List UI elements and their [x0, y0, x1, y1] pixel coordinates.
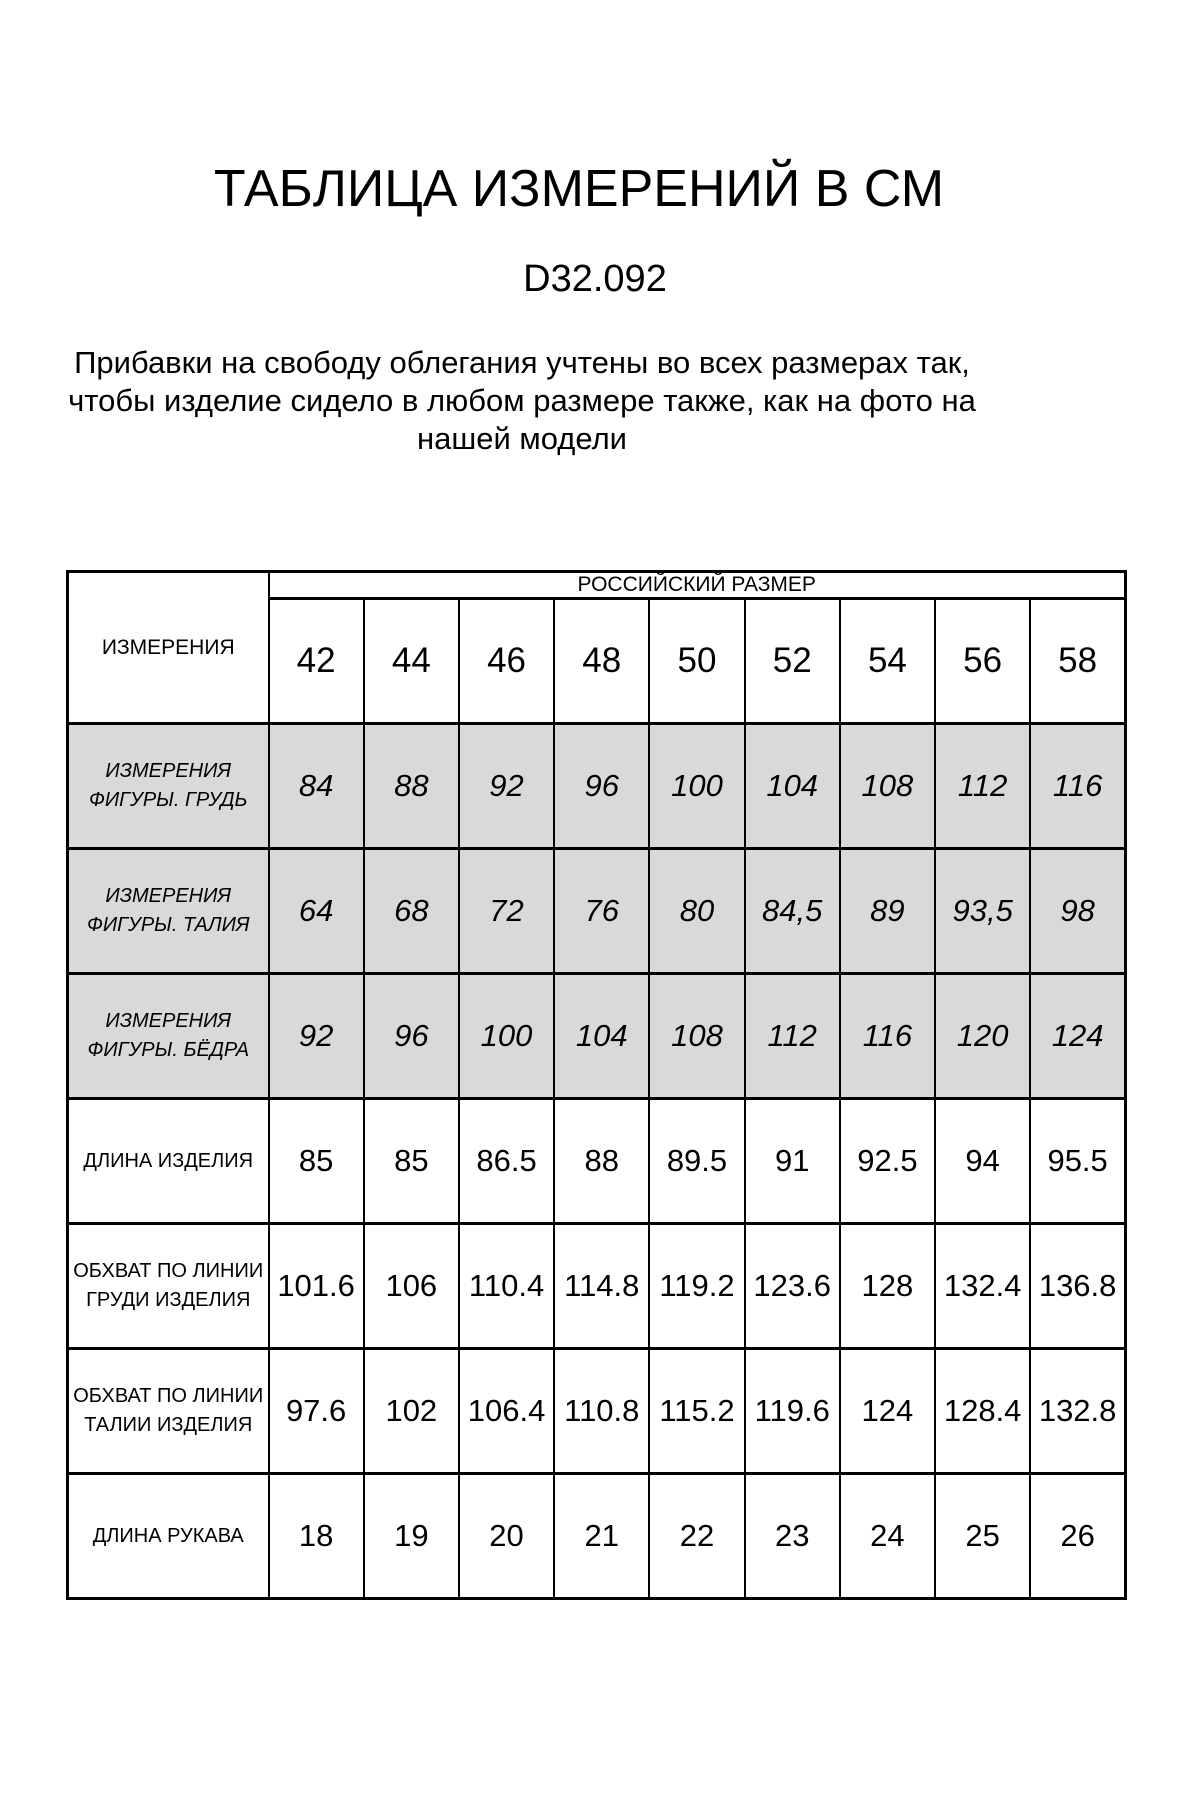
row-label: ОБХВАТ ПО ЛИНИИ ТАЛИИ ИЗДЕЛИЯ: [68, 1349, 269, 1474]
measurement-value: 106: [364, 1224, 459, 1349]
measurement-value: 108: [840, 724, 935, 849]
measurement-value: 94: [935, 1099, 1030, 1224]
measurement-value: 92: [269, 974, 364, 1099]
measurement-value: 21: [554, 1474, 649, 1599]
measurement-value: 64: [269, 849, 364, 974]
measurement-value: 116: [840, 974, 935, 1099]
measurement-value: 128.4: [935, 1349, 1030, 1474]
measurement-value: 92.5: [840, 1099, 935, 1224]
measurement-value: 101.6: [269, 1224, 364, 1349]
measurement-value: 68: [364, 849, 459, 974]
page-title: ТАБЛИЦА ИЗМЕРЕНИЙ В СМ: [213, 159, 945, 218]
measurement-value: 112: [745, 974, 840, 1099]
measurement-value: 116: [1030, 724, 1125, 849]
russian-size-header: РОССИЙСКИЙ РАЗМЕР: [269, 572, 1126, 599]
row-label: ОБХВАТ ПО ЛИНИИ ГРУДИ ИЗДЕЛИЯ: [68, 1224, 269, 1349]
measurement-value: 98: [1030, 849, 1125, 974]
size-column-header: 42: [269, 599, 364, 724]
table-row: [68, 1224, 1126, 1349]
header-span-row: [68, 572, 1126, 599]
measurement-value: 20: [459, 1474, 554, 1599]
measurement-value: 88: [364, 724, 459, 849]
size-column-header: 48: [554, 599, 649, 724]
row-label: ДЛИНА РУКАВА: [68, 1474, 269, 1599]
row-label: ИЗМЕРЕНИЯ ФИГУРЫ. ГРУДЬ: [68, 724, 269, 849]
measurement-value: 19: [364, 1474, 459, 1599]
measurement-value: 89: [840, 849, 935, 974]
table-row: [68, 1099, 1126, 1224]
measurement-value: 128: [840, 1224, 935, 1349]
measurement-value: 110.8: [554, 1349, 649, 1474]
measurements-corner-header: ИЗМЕРЕНИЯ: [68, 572, 269, 724]
measurement-value: 76: [554, 849, 649, 974]
measurement-value: 120: [935, 974, 1030, 1099]
measurement-value: 132.4: [935, 1224, 1030, 1349]
measurement-value: 106.4: [459, 1349, 554, 1474]
measurement-value: 132.8: [1030, 1349, 1125, 1474]
table-row: [68, 974, 1126, 1099]
measurement-value: 26: [1030, 1474, 1125, 1599]
measurement-value: 88: [554, 1099, 649, 1224]
measurement-value: 85: [269, 1099, 364, 1224]
measurement-value: 108: [649, 974, 744, 1099]
fit-note: Прибавки на свободу облегания учтены во всех размерах так, чтобы изделие сидело в любом размере также, как на фото на нашей модели: [68, 345, 976, 456]
row-label: ИЗМЕРЕНИЯ ФИГУРЫ. ТАЛИЯ: [68, 849, 269, 974]
measurement-value: 86.5: [459, 1099, 554, 1224]
measurement-value: 100: [649, 724, 744, 849]
measurement-value: 112: [935, 724, 1030, 849]
article-number: D32.092: [523, 258, 667, 300]
measurement-value: 18: [269, 1474, 364, 1599]
measurement-value: 85: [364, 1099, 459, 1224]
measurement-value: 124: [1030, 974, 1125, 1099]
measurement-value: 110.4: [459, 1224, 554, 1349]
size-column-header: 56: [935, 599, 1030, 724]
measurement-value: 100: [459, 974, 554, 1099]
measurement-value: 97.6: [269, 1349, 364, 1474]
measurement-value: 124: [840, 1349, 935, 1474]
row-label: ДЛИНА ИЗДЕЛИЯ: [68, 1099, 269, 1224]
measurement-value: 96: [364, 974, 459, 1099]
size-column-header: 44: [364, 599, 459, 724]
table-row: [68, 724, 1126, 849]
measurement-value: 84: [269, 724, 364, 849]
measurement-value: 95.5: [1030, 1099, 1125, 1224]
measurement-value: 84,5: [745, 849, 840, 974]
table-row: [68, 849, 1126, 974]
measurement-value: 93,5: [935, 849, 1030, 974]
measurement-value: 24: [840, 1474, 935, 1599]
table-row: [68, 1349, 1126, 1474]
measurement-value: 89.5: [649, 1099, 744, 1224]
measurement-value: 104: [745, 724, 840, 849]
size-column-header: 46: [459, 599, 554, 724]
size-column-header: 54: [840, 599, 935, 724]
measurement-value: 102: [364, 1349, 459, 1474]
measurements-table: [66, 570, 1127, 1600]
measurement-value: 25: [935, 1474, 1030, 1599]
measurement-value: 123.6: [745, 1224, 840, 1349]
measurement-value: 96: [554, 724, 649, 849]
measurement-value: 23: [745, 1474, 840, 1599]
measurement-value: 80: [649, 849, 744, 974]
size-column-header: 52: [745, 599, 840, 724]
measurement-value: 22: [649, 1474, 744, 1599]
measurement-value: 114.8: [554, 1224, 649, 1349]
row-label: ИЗМЕРЕНИЯ ФИГУРЫ. БЁДРА: [68, 974, 269, 1099]
size-column-header: 58: [1030, 599, 1125, 724]
measurement-value: 72: [459, 849, 554, 974]
measurement-value: 136.8: [1030, 1224, 1125, 1349]
size-column-header: 50: [649, 599, 744, 724]
measurement-value: 115.2: [649, 1349, 744, 1474]
measurement-value: 91: [745, 1099, 840, 1224]
measurement-value: 119.2: [649, 1224, 744, 1349]
measurement-value: 92: [459, 724, 554, 849]
table-row: [68, 1474, 1126, 1599]
measurement-value: 119.6: [745, 1349, 840, 1474]
measurement-value: 104: [554, 974, 649, 1099]
